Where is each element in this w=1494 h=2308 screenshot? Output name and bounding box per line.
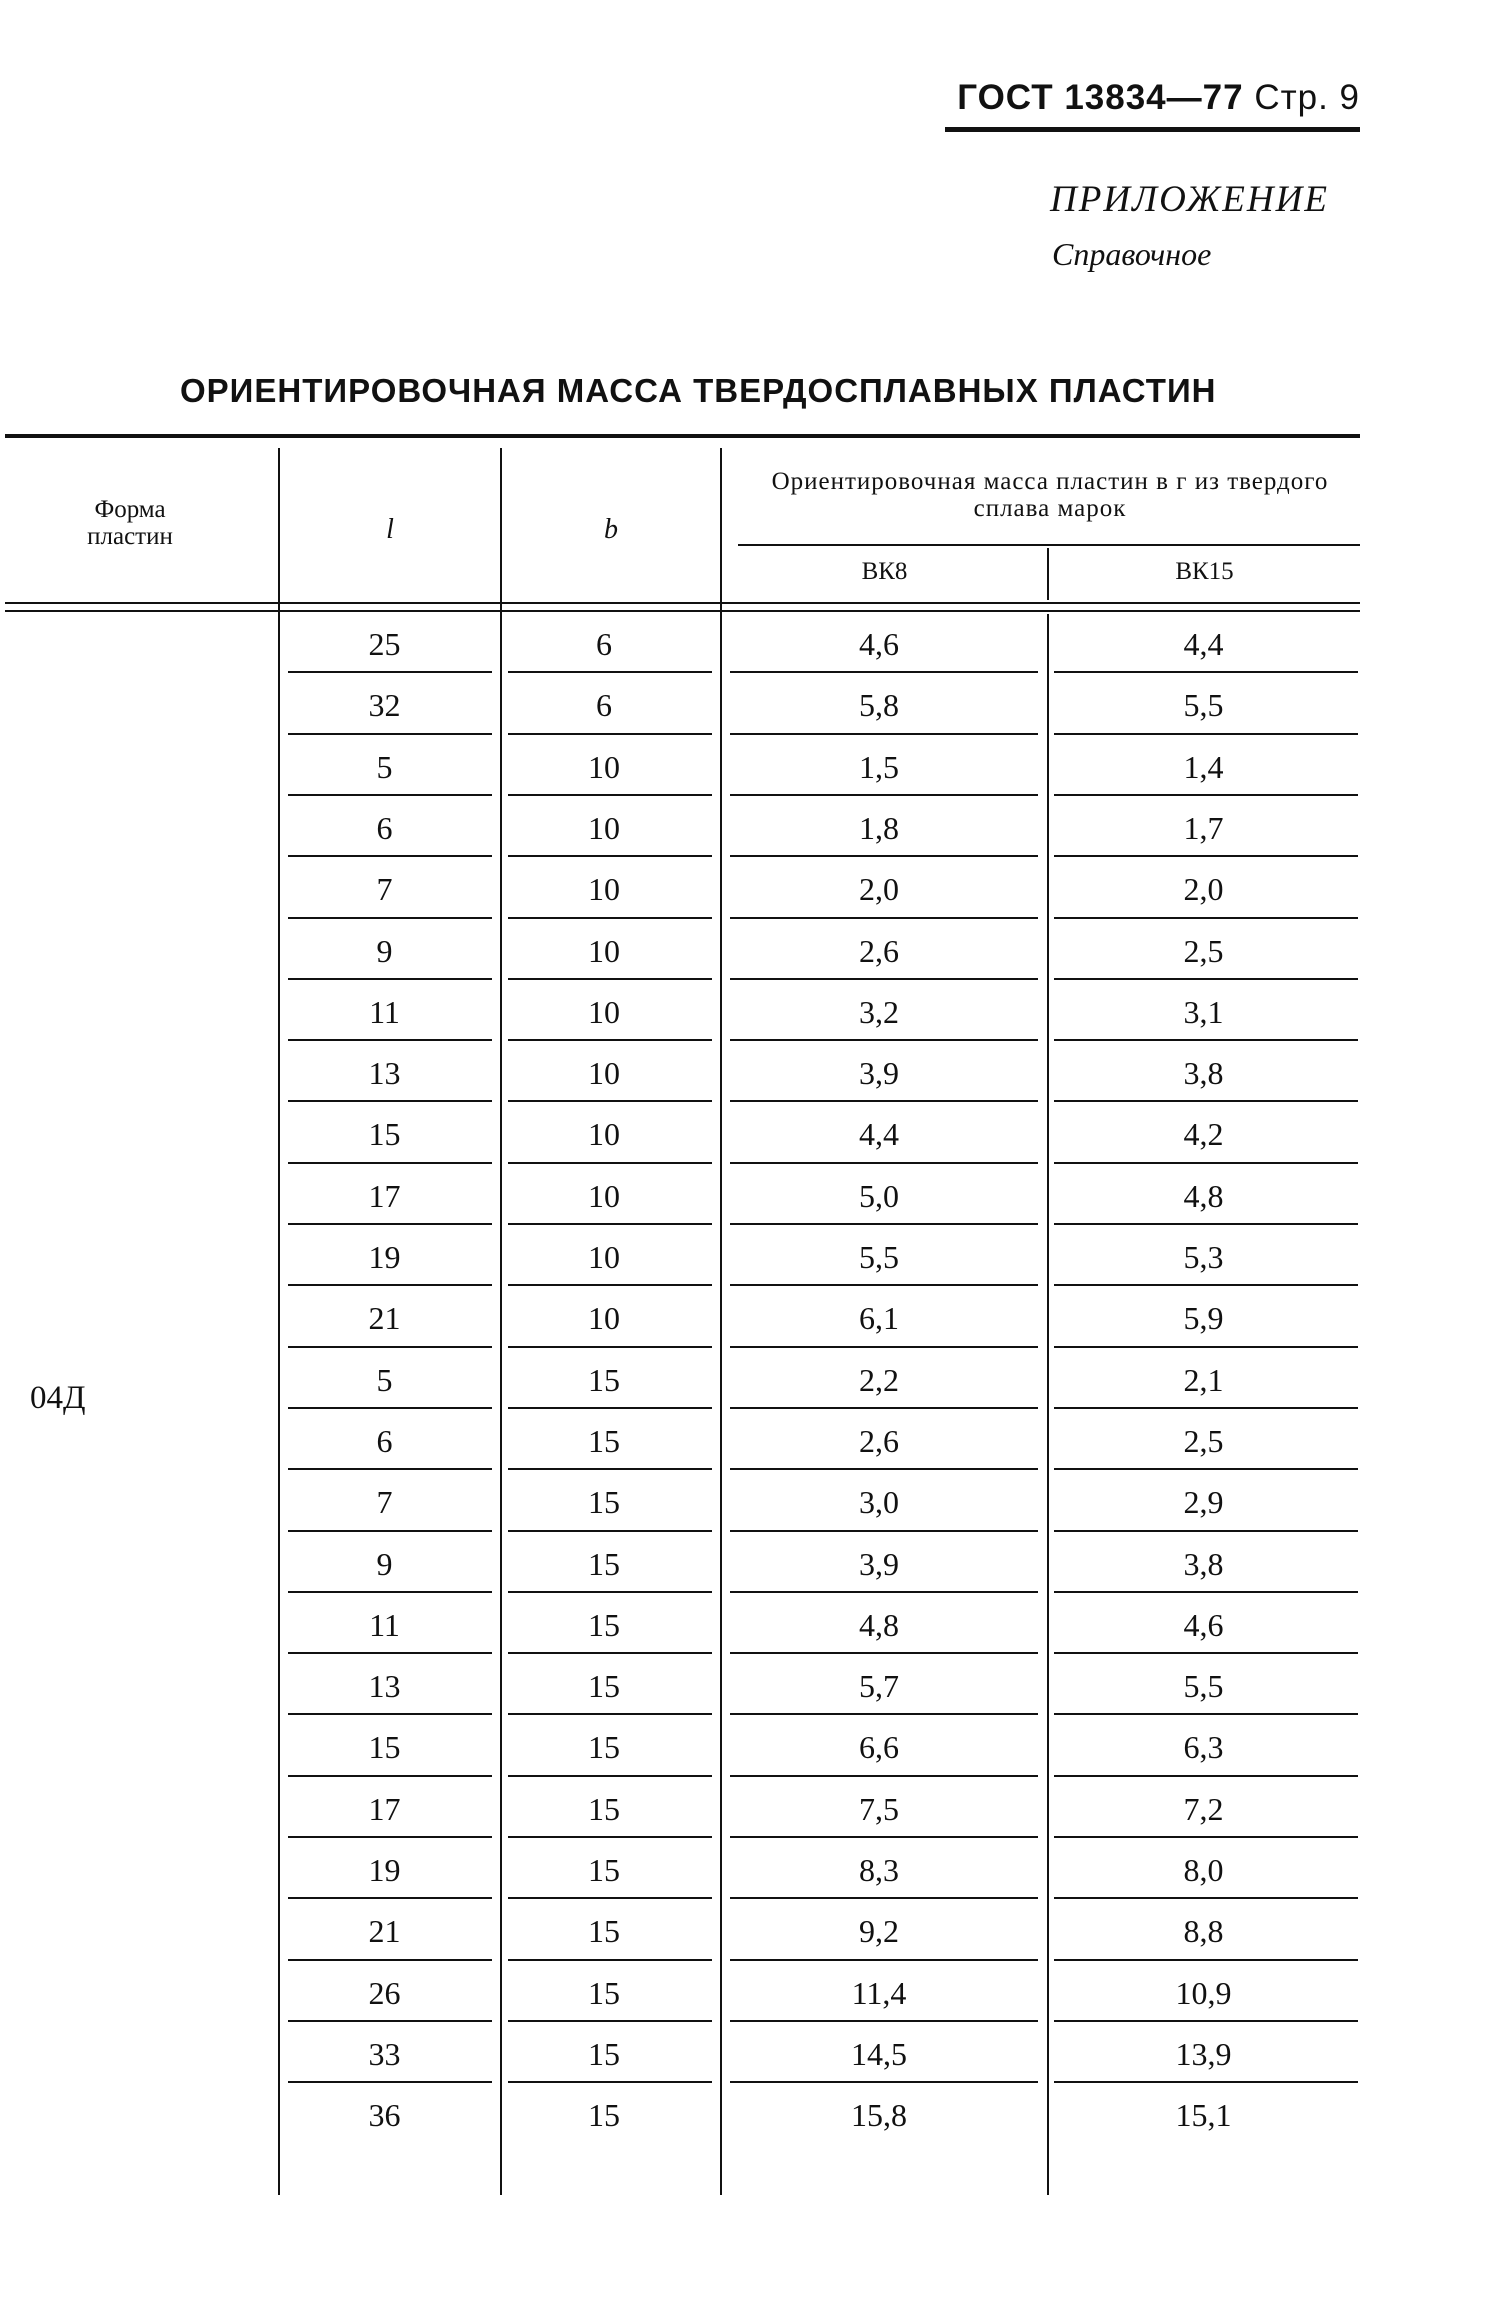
row-separator bbox=[730, 1775, 1038, 1777]
row-separator bbox=[1054, 1346, 1358, 1348]
row-separator bbox=[730, 1223, 1038, 1225]
table-cell: 15,1 bbox=[1175, 2097, 1232, 2134]
row-separator bbox=[1054, 1897, 1358, 1899]
table-cell: 1,4 bbox=[1183, 748, 1224, 785]
row-separator bbox=[508, 1346, 712, 1348]
row-separator bbox=[288, 733, 492, 735]
table-cell: 17 bbox=[368, 1790, 401, 1827]
table-cell: 6,1 bbox=[859, 1300, 899, 1337]
table-cell: 3,2 bbox=[859, 993, 899, 1030]
table-cell: 17 bbox=[368, 1177, 401, 1214]
table-cell: 25 bbox=[368, 626, 401, 662]
row-separator bbox=[730, 1407, 1038, 1409]
table-cell: 10 bbox=[588, 932, 620, 969]
table-cell: 3,8 bbox=[1183, 1545, 1224, 1582]
table-cell: 7,5 bbox=[859, 1790, 899, 1827]
table-cell: 6 bbox=[376, 1422, 393, 1459]
row-separator bbox=[730, 794, 1038, 796]
table-cell: 6,3 bbox=[1183, 1729, 1224, 1766]
table-cell: 10 bbox=[588, 748, 620, 785]
table-cell: 4,2 bbox=[1183, 1116, 1224, 1153]
table-cell: 5 bbox=[376, 1361, 393, 1398]
table-cell: 5,9 bbox=[1183, 1300, 1224, 1337]
table-cell: 10 bbox=[588, 1239, 620, 1275]
row-separator bbox=[730, 1713, 1038, 1715]
row-separator bbox=[508, 733, 712, 735]
row-separator bbox=[730, 1652, 1038, 1654]
table-cell: 10 bbox=[588, 1300, 620, 1337]
row-separator bbox=[1054, 1591, 1358, 1593]
row-separator bbox=[730, 1530, 1038, 1532]
row-separator bbox=[288, 1468, 492, 1470]
row-separator bbox=[508, 671, 712, 673]
table-cell: 2,1 bbox=[1183, 1361, 1224, 1398]
table-cell: 10 bbox=[588, 871, 620, 908]
col-divider-4-body bbox=[1047, 614, 1049, 2195]
table-cell: 36 bbox=[368, 2097, 401, 2134]
table-cell: 8,0 bbox=[1183, 1852, 1224, 1888]
table-cell: 5,3 bbox=[1183, 1239, 1224, 1275]
table-cell: 2,2 bbox=[859, 1361, 899, 1398]
col-header-shape: Форма пластин bbox=[87, 496, 173, 550]
row-separator bbox=[730, 1039, 1038, 1041]
table-cell: 6 bbox=[596, 626, 612, 662]
col-divider-2 bbox=[500, 448, 502, 2195]
table-cell: 2,9 bbox=[1183, 1484, 1224, 1521]
table-cell: 26 bbox=[368, 1974, 401, 2011]
row-separator bbox=[288, 1162, 492, 1164]
col-header-mass-group: Ориентировочная масса пластин в г из твердого сплава марок bbox=[771, 468, 1329, 522]
header-underline bbox=[945, 127, 1360, 132]
row-separator bbox=[288, 917, 492, 919]
row-separator bbox=[730, 978, 1038, 980]
table-cell: 2,5 bbox=[1183, 1422, 1224, 1459]
table-cell: 15 bbox=[588, 1913, 620, 1950]
table-cell: 4,6 bbox=[859, 626, 899, 662]
row-separator bbox=[288, 978, 492, 980]
row-separator bbox=[730, 1897, 1038, 1899]
mass-group-divider bbox=[738, 544, 1360, 546]
row-separator bbox=[508, 1959, 712, 1961]
table-cell: 15,8 bbox=[851, 2097, 907, 2134]
row-separator bbox=[730, 1468, 1038, 1470]
table-cell: 15 bbox=[588, 2097, 620, 2134]
row-separator bbox=[730, 1162, 1038, 1164]
row-separator bbox=[1054, 1836, 1358, 1838]
row-separator bbox=[288, 794, 492, 796]
standard-number: ГОСТ 13834—77 bbox=[957, 78, 1244, 117]
table-cell: 4,4 bbox=[859, 1116, 899, 1153]
row-separator bbox=[288, 2081, 492, 2083]
table-cell: 5,5 bbox=[1183, 687, 1224, 724]
row-separator bbox=[508, 1468, 712, 1470]
row-separator bbox=[288, 2020, 492, 2022]
row-separator bbox=[288, 1775, 492, 1777]
table-cell: 1,7 bbox=[1183, 809, 1224, 846]
row-separator bbox=[1054, 1223, 1358, 1225]
table-cell: 1,8 bbox=[859, 809, 899, 846]
row-separator bbox=[730, 855, 1038, 857]
appendix-title: ПРИЛОЖЕНИЕ bbox=[1050, 179, 1329, 220]
table-cell: 10 bbox=[588, 1177, 620, 1214]
row-separator bbox=[730, 1346, 1038, 1348]
table-cell: 11,4 bbox=[851, 1974, 907, 2011]
row-separator bbox=[1054, 1468, 1358, 1470]
table-cell: 7 bbox=[376, 871, 393, 908]
table-cell: 4,8 bbox=[859, 1606, 899, 1643]
col-header-l: l bbox=[386, 514, 394, 545]
table-cell: 15 bbox=[368, 1729, 401, 1766]
row-separator bbox=[730, 1284, 1038, 1286]
table-cell: 15 bbox=[368, 1116, 401, 1153]
row-separator bbox=[1054, 2081, 1358, 2083]
row-separator bbox=[1054, 1407, 1358, 1409]
table-cell: 14,5 bbox=[851, 2035, 907, 2072]
table-cell: 13 bbox=[368, 1055, 401, 1092]
row-separator bbox=[508, 1530, 712, 1532]
table-cell: 9,2 bbox=[859, 1913, 899, 1950]
table-cell: 33 bbox=[368, 2035, 401, 2072]
col-divider-1 bbox=[278, 448, 280, 2195]
table-cell: 4,8 bbox=[1183, 1177, 1224, 1214]
row-separator bbox=[508, 855, 712, 857]
table-cell: 15 bbox=[588, 1729, 620, 1766]
table-cell: 7,2 bbox=[1183, 1790, 1224, 1827]
table-cell: 13,9 bbox=[1175, 2035, 1232, 2072]
row-separator bbox=[1054, 978, 1358, 980]
row-separator bbox=[1054, 671, 1358, 673]
table-cell: 11 bbox=[369, 1606, 400, 1643]
row-separator bbox=[730, 671, 1038, 673]
row-separator bbox=[1054, 1713, 1358, 1715]
table-cell: 2,6 bbox=[859, 1422, 899, 1459]
table-cell: 15 bbox=[588, 1852, 620, 1888]
table-cell: 7 bbox=[376, 1484, 393, 1521]
table-cell: 21 bbox=[368, 1300, 401, 1337]
row-separator bbox=[730, 1591, 1038, 1593]
table-cell: 32 bbox=[368, 687, 401, 724]
table-cell: 5,0 bbox=[859, 1177, 899, 1214]
table-cell: 2,0 bbox=[1183, 871, 1224, 908]
row-separator bbox=[508, 1223, 712, 1225]
row-separator bbox=[1054, 1162, 1358, 1164]
row-separator bbox=[730, 1959, 1038, 1961]
col-header-vk8: ВК8 bbox=[861, 558, 908, 585]
table-cell: 8,3 bbox=[859, 1852, 899, 1888]
row-separator bbox=[508, 1162, 712, 1164]
row-separator bbox=[508, 1775, 712, 1777]
table-cell: 5,7 bbox=[859, 1668, 899, 1705]
table-cell: 6,6 bbox=[859, 1729, 899, 1766]
row-separator bbox=[508, 1284, 712, 1286]
table-cell: 19 bbox=[368, 1852, 401, 1888]
row-separator bbox=[288, 1713, 492, 1715]
row-separator bbox=[508, 1591, 712, 1593]
table-cell: 10 bbox=[588, 993, 620, 1030]
table-cell: 21 bbox=[368, 1913, 401, 1950]
table-cell: 2,0 bbox=[859, 871, 899, 908]
row-separator bbox=[508, 978, 712, 980]
table-cell: 2,5 bbox=[1183, 932, 1224, 969]
row-separator bbox=[288, 1100, 492, 1102]
row-separator bbox=[1054, 1284, 1358, 1286]
row-separator bbox=[1054, 2020, 1358, 2022]
row-separator bbox=[288, 1959, 492, 1961]
row-separator bbox=[508, 794, 712, 796]
row-separator bbox=[288, 1223, 492, 1225]
row-separator bbox=[508, 1652, 712, 1654]
row-separator bbox=[508, 1836, 712, 1838]
table-cell: 10,9 bbox=[1175, 1974, 1232, 2011]
table-cell: 3,9 bbox=[859, 1055, 899, 1092]
row-separator bbox=[288, 1284, 492, 1286]
row-separator bbox=[288, 1591, 492, 1593]
table-cell: 3,9 bbox=[859, 1545, 899, 1582]
header-bottom-rule-2 bbox=[5, 610, 1360, 612]
row-separator bbox=[1054, 1775, 1358, 1777]
table-cell: 19 bbox=[368, 1239, 401, 1275]
table-cell: 15 bbox=[588, 1484, 620, 1521]
table-cell: 15 bbox=[588, 1668, 620, 1705]
row-separator bbox=[1054, 1530, 1358, 1532]
row-separator bbox=[508, 2081, 712, 2083]
row-separator bbox=[1054, 1039, 1358, 1041]
table-cell: 9 bbox=[376, 932, 393, 969]
table-cell: 15 bbox=[588, 1361, 620, 1398]
table-cell: 10 bbox=[588, 1116, 620, 1153]
table-cell: 10 bbox=[588, 809, 620, 846]
row-separator bbox=[288, 1346, 492, 1348]
page-number: Стр. 9 bbox=[1254, 78, 1360, 117]
header-bottom-rule bbox=[5, 602, 1360, 604]
row-separator bbox=[288, 1039, 492, 1041]
table-cell: 6 bbox=[596, 687, 612, 724]
row-separator bbox=[508, 1039, 712, 1041]
table-cell: 15 bbox=[588, 2035, 620, 2072]
page-header bbox=[945, 78, 1360, 118]
col-divider-3 bbox=[720, 448, 722, 2195]
row-separator bbox=[1054, 1100, 1358, 1102]
table-cell: 15 bbox=[588, 1606, 620, 1643]
row-separator bbox=[288, 1407, 492, 1409]
row-separator bbox=[1054, 855, 1358, 857]
plate-shape-value: 04Д bbox=[30, 1380, 86, 1416]
table-cell: 15 bbox=[588, 1545, 620, 1582]
table-cell: 5,8 bbox=[859, 687, 899, 724]
table-cell: 5,5 bbox=[859, 1239, 899, 1275]
table-cell: 15 bbox=[588, 1974, 620, 2011]
table-cell: 15 bbox=[588, 1790, 620, 1827]
table-cell: 4,6 bbox=[1183, 1606, 1224, 1643]
table-cell: 3,8 bbox=[1183, 1055, 1224, 1092]
table-top-rule bbox=[5, 434, 1360, 438]
table-cell: 5 bbox=[376, 748, 393, 785]
row-separator bbox=[288, 1530, 492, 1532]
row-separator bbox=[288, 1652, 492, 1654]
row-separator bbox=[508, 1407, 712, 1409]
table-title: ОРИЕНТИРОВОЧНАЯ МАССА ТВЕРДОСПЛАВНЫХ ПЛАСТИН bbox=[180, 372, 1217, 409]
row-separator bbox=[1054, 1652, 1358, 1654]
row-separator bbox=[730, 2020, 1038, 2022]
row-separator bbox=[1054, 733, 1358, 735]
row-separator bbox=[730, 733, 1038, 735]
row-separator bbox=[1054, 1959, 1358, 1961]
col-header-vk15: ВК15 bbox=[1175, 558, 1234, 585]
table-cell: 11 bbox=[369, 993, 400, 1030]
row-separator bbox=[1054, 794, 1358, 796]
table-cell: 10 bbox=[588, 1055, 620, 1092]
table-cell: 1,5 bbox=[859, 748, 899, 785]
row-separator bbox=[508, 2020, 712, 2022]
col-header-b: b bbox=[604, 514, 618, 545]
table-cell: 9 bbox=[376, 1545, 393, 1582]
table-cell: 5,5 bbox=[1183, 1668, 1224, 1705]
row-separator bbox=[730, 1100, 1038, 1102]
table-cell: 15 bbox=[588, 1422, 620, 1459]
row-separator bbox=[508, 917, 712, 919]
row-separator bbox=[288, 1897, 492, 1899]
table-cell: 2,6 bbox=[859, 932, 899, 969]
row-separator bbox=[508, 1897, 712, 1899]
table-cell: 3,1 bbox=[1183, 993, 1224, 1030]
row-separator bbox=[508, 1100, 712, 1102]
row-separator bbox=[730, 917, 1038, 919]
appendix-subtitle: Справочное bbox=[1052, 236, 1212, 272]
row-separator bbox=[288, 1836, 492, 1838]
table-cell: 13 bbox=[368, 1668, 401, 1705]
table-cell: 4,4 bbox=[1183, 626, 1224, 662]
row-separator bbox=[730, 1836, 1038, 1838]
row-separator bbox=[288, 671, 492, 673]
row-separator bbox=[730, 2081, 1038, 2083]
row-separator bbox=[1054, 917, 1358, 919]
table-cell: 8,8 bbox=[1183, 1913, 1224, 1950]
row-separator bbox=[288, 855, 492, 857]
row-separator bbox=[508, 1713, 712, 1715]
table-cell: 6 bbox=[376, 809, 393, 846]
table-cell: 3,0 bbox=[859, 1484, 899, 1521]
